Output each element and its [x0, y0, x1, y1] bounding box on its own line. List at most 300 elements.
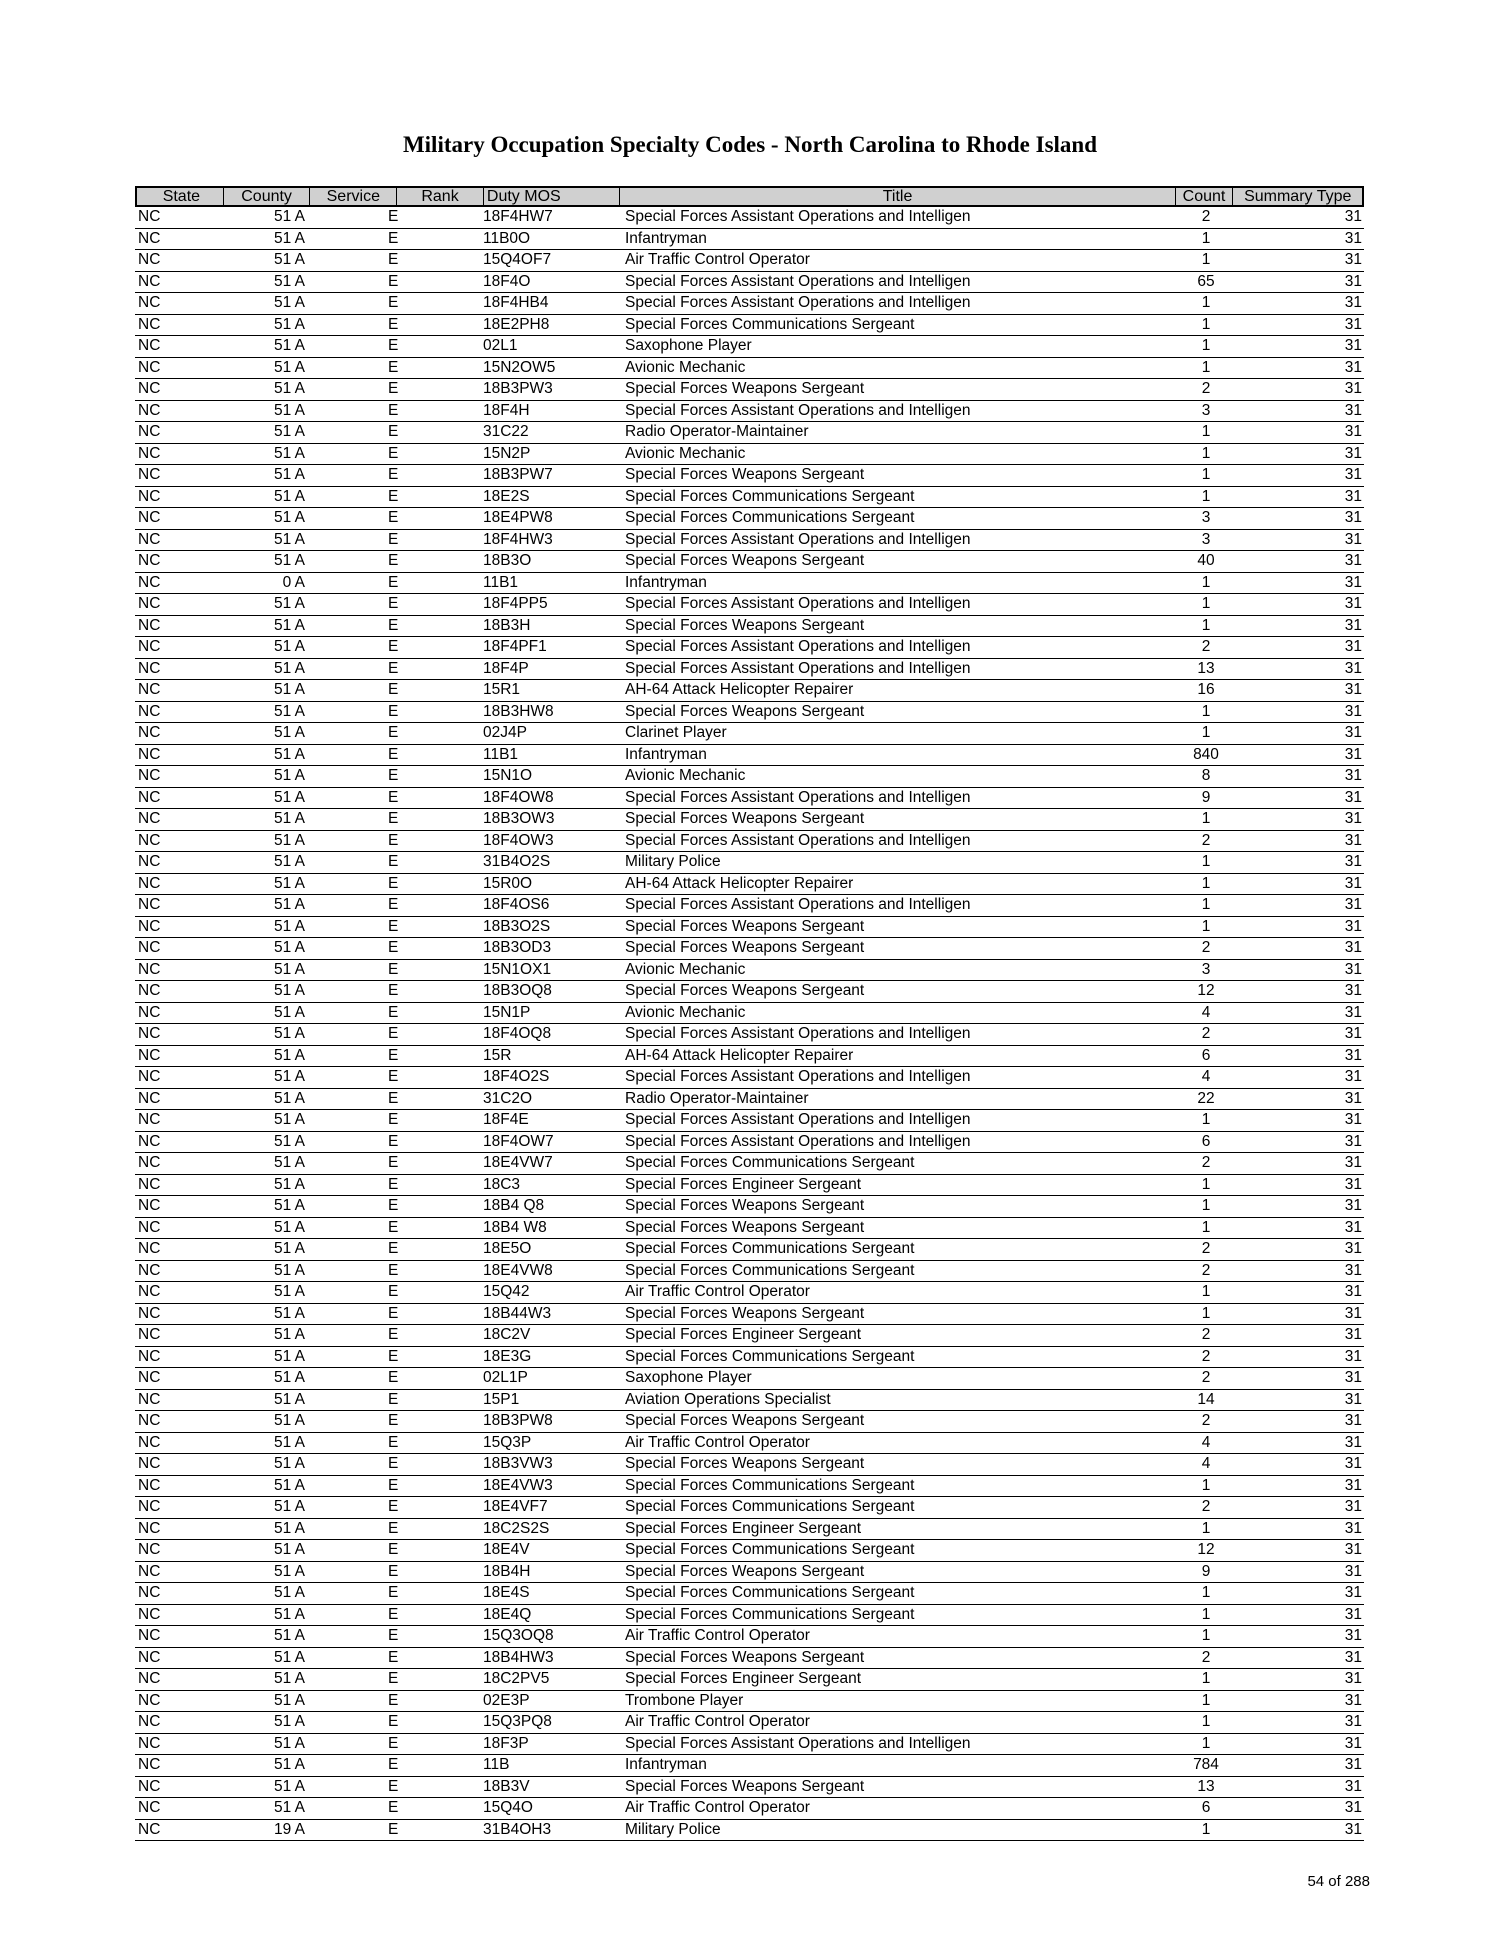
cell-state: NC	[138, 466, 161, 483]
cell-state: NC	[138, 272, 161, 290]
cell-summary-type: 31	[1344, 1670, 1362, 1687]
cell-state: NC	[138, 1541, 161, 1558]
cell-count: 4	[1201, 1455, 1211, 1472]
cell-duty-mos: 18C2PV5	[483, 1670, 550, 1687]
cell-state: NC	[138, 358, 161, 376]
cell-duty-mos: 15Q4OF7	[483, 251, 552, 268]
cell-title: AH-64 Attack Helicopter Repairer	[625, 1046, 854, 1064]
cell-service: A	[294, 810, 305, 827]
cell-title: AH-64 Attack Helicopter Repairer	[625, 681, 854, 698]
cell-count: 1	[1201, 229, 1211, 247]
cell-title: Special Forces Assistant Operations and Intelligen	[625, 1025, 971, 1042]
cell-county: 51	[273, 1713, 292, 1730]
cell-county: 51	[273, 315, 292, 333]
cell-service: A	[294, 1197, 305, 1214]
cell-count: 1	[1201, 1304, 1211, 1322]
cell-county-service	[222, 1734, 309, 1755]
cell-state: NC	[138, 960, 161, 978]
cell-county: 51	[273, 466, 292, 483]
cell-state: NC	[138, 659, 161, 677]
cell-service: A	[294, 853, 305, 870]
cell-county-service	[222, 1669, 309, 1690]
cell-service: A	[294, 1627, 305, 1644]
cell-county: 51	[273, 595, 292, 612]
cell-title: Special Forces Assistant Operations and Intelligen	[625, 272, 971, 290]
table-row	[135, 1067, 1364, 1089]
cell-title: Special Forces Assistant Operations and Intelligen	[625, 595, 971, 612]
cell-title: Special Forces Communications Sergeant	[625, 509, 915, 526]
cell-county: 51	[273, 939, 292, 956]
cell-state: NC	[138, 1713, 161, 1730]
cell-rank: E	[388, 1240, 399, 1257]
cell-count: 1	[1201, 917, 1211, 935]
cell-state: NC	[138, 896, 161, 913]
cell-service: A	[294, 831, 305, 849]
cell-county-service	[222, 917, 309, 938]
cell-title: Special Forces Communications Sergeant	[625, 1541, 915, 1558]
cell-title: Special Forces Weapons Sergeant	[625, 616, 865, 634]
cell-rank: E	[388, 595, 399, 612]
cell-county-service	[222, 508, 309, 529]
cell-county: 51	[273, 1734, 292, 1752]
cell-service: A	[294, 1648, 305, 1666]
cell-service: A	[294, 1777, 305, 1795]
cell-rank: E	[388, 1089, 399, 1107]
cell-service: A	[294, 1390, 305, 1408]
cell-county: 51	[273, 1304, 292, 1322]
cell-county-service	[222, 379, 309, 400]
cell-duty-mos: 18E4S	[483, 1584, 530, 1601]
cell-state: NC	[138, 1326, 161, 1343]
cell-rank: E	[388, 1627, 399, 1644]
cell-duty-mos: 18B3OW3	[483, 810, 555, 827]
cell-service: A	[294, 917, 305, 935]
cell-rank: E	[388, 1541, 399, 1558]
cell-service: A	[294, 1541, 305, 1558]
cell-count: 1	[1201, 358, 1211, 376]
cell-county: 51	[273, 337, 292, 354]
cell-state: NC	[138, 1240, 161, 1257]
cell-duty-mos: 15R	[483, 1046, 512, 1064]
table-row	[135, 1089, 1364, 1111]
cell-state: NC	[138, 1132, 161, 1150]
cell-county: 51	[273, 745, 292, 763]
cell-county: 51	[273, 616, 292, 634]
table-row	[135, 1218, 1364, 1240]
cell-count: 2	[1201, 1025, 1211, 1042]
cell-title: Special Forces Assistant Operations and Intelligen	[625, 1734, 971, 1752]
cell-rank: E	[388, 1670, 399, 1687]
table-row	[135, 401, 1364, 423]
cell-rank: E	[388, 659, 399, 677]
cell-duty-mos: 15P1	[483, 1390, 520, 1408]
cell-county-service	[222, 594, 309, 615]
cell-rank: E	[388, 1433, 399, 1451]
cell-duty-mos: 15Q4O	[483, 1799, 533, 1816]
cell-count: 1	[1201, 466, 1211, 483]
cell-state: NC	[138, 745, 161, 763]
table-row	[135, 1691, 1364, 1713]
cell-rank: E	[388, 1175, 399, 1193]
cell-county-service	[222, 766, 309, 787]
cell-count: 1	[1201, 1820, 1211, 1838]
cell-count: 1	[1201, 1691, 1211, 1709]
cell-service: A	[294, 1003, 305, 1021]
cell-title: Special Forces Engineer Sergeant	[625, 1326, 862, 1343]
cell-state: NC	[138, 1111, 161, 1128]
cell-count: 1	[1201, 487, 1211, 505]
cell-county-service	[222, 207, 309, 228]
cell-rank: E	[388, 530, 399, 548]
cell-count: 1	[1201, 423, 1211, 440]
cell-service: A	[294, 788, 305, 806]
cell-service: A	[294, 1605, 305, 1623]
header-duty-mos: Duty MOS	[484, 188, 621, 205]
cell-service: A	[294, 659, 305, 677]
cell-county: 51	[273, 1799, 292, 1816]
cell-county: 51	[273, 1756, 292, 1773]
cell-summary-type: 31	[1344, 1326, 1362, 1343]
cell-duty-mos: 11B0O	[483, 229, 531, 247]
cell-rank: E	[388, 552, 399, 569]
cell-title: Special Forces Weapons Sergeant	[625, 466, 865, 483]
cell-county-service	[222, 1175, 309, 1196]
cell-rank: E	[388, 1476, 399, 1494]
cell-county: 51	[273, 423, 292, 440]
cell-service: A	[294, 229, 305, 247]
cell-county-service	[222, 1089, 309, 1110]
cell-duty-mos: 18B3HW8	[483, 702, 554, 720]
cell-county-service	[222, 723, 309, 744]
cell-title: Special Forces Communications Sergeant	[625, 1240, 915, 1257]
cell-count: 9	[1201, 788, 1211, 806]
cell-rank: E	[388, 1820, 399, 1838]
table-row	[135, 1411, 1364, 1433]
cell-duty-mos: 31C2O	[483, 1089, 533, 1107]
cell-summary-type: 31	[1344, 1132, 1362, 1150]
cell-count: 1	[1201, 1584, 1211, 1601]
cell-count: 1	[1201, 1670, 1211, 1687]
table-row	[135, 272, 1364, 294]
table-body	[135, 207, 1364, 1841]
cell-rank: E	[388, 681, 399, 698]
cell-rank: E	[388, 423, 399, 440]
table-row	[135, 852, 1364, 874]
cell-state: NC	[138, 509, 161, 526]
table-row	[135, 1433, 1364, 1455]
cell-rank: E	[388, 1218, 399, 1236]
cell-summary-type: 31	[1344, 444, 1362, 462]
cell-count: 14	[1197, 1390, 1215, 1408]
cell-rank: E	[388, 573, 399, 591]
cell-rank: E	[388, 1025, 399, 1042]
cell-state: NC	[138, 874, 161, 892]
cell-county: 51	[273, 853, 292, 870]
cell-county-service	[222, 1712, 309, 1733]
cell-count: 13	[1197, 659, 1215, 677]
cell-duty-mos: 18B4H	[483, 1562, 531, 1580]
cell-county-service	[222, 573, 309, 594]
table-row	[135, 1540, 1364, 1562]
cell-rank: E	[388, 896, 399, 913]
cell-title: Special Forces Weapons Sergeant	[625, 1562, 865, 1580]
cell-county: 51	[273, 380, 292, 397]
cell-rank: E	[388, 1412, 399, 1429]
cell-service: A	[294, 380, 305, 397]
table-row	[135, 207, 1364, 229]
cell-title: Special Forces Weapons Sergeant	[625, 982, 865, 999]
cell-county-service	[222, 1325, 309, 1346]
cell-rank: E	[388, 1197, 399, 1214]
cell-county-service	[222, 1046, 309, 1067]
cell-county-service	[222, 422, 309, 443]
page-number: 54 of 288	[1307, 1873, 1370, 1890]
cell-service: A	[294, 1304, 305, 1322]
cell-county-service	[222, 938, 309, 959]
table-row	[135, 487, 1364, 509]
cell-rank: E	[388, 939, 399, 956]
cell-count: 1	[1201, 294, 1211, 311]
cell-service: A	[294, 1670, 305, 1687]
cell-county: 51	[273, 702, 292, 720]
cell-title: Avionic Mechanic	[625, 960, 746, 978]
table-row	[135, 702, 1364, 724]
table-row	[135, 465, 1364, 487]
cell-rank: E	[388, 788, 399, 806]
cell-title: Special Forces Assistant Operations and Intelligen	[625, 208, 971, 225]
cell-state: NC	[138, 1455, 161, 1472]
cell-county-service	[222, 895, 309, 916]
cell-rank: E	[388, 229, 399, 247]
table-row	[135, 788, 1364, 810]
cell-county-service	[222, 1583, 309, 1604]
cell-state: NC	[138, 1304, 161, 1322]
cell-duty-mos: 18E2PH8	[483, 315, 550, 333]
cell-summary-type: 31	[1344, 939, 1362, 956]
cell-rank: E	[388, 337, 399, 354]
cell-service: A	[294, 466, 305, 483]
cell-duty-mos: 15N1O	[483, 767, 533, 784]
cell-county-service	[222, 874, 309, 895]
cell-service: A	[294, 1283, 305, 1300]
cell-count: 2	[1201, 1347, 1211, 1365]
cell-count: 2	[1201, 380, 1211, 397]
cell-county: 51	[273, 810, 292, 827]
cell-duty-mos: 31C22	[483, 423, 529, 440]
table-row	[135, 229, 1364, 251]
cell-summary-type: 31	[1344, 659, 1362, 677]
cell-county-service	[222, 1820, 309, 1841]
cell-count: 1	[1201, 810, 1211, 827]
cell-rank: E	[388, 724, 399, 741]
cell-county: 51	[273, 251, 292, 268]
table-row	[135, 1626, 1364, 1648]
cell-state: NC	[138, 1476, 161, 1494]
cell-state: NC	[138, 1820, 161, 1838]
cell-county: 51	[273, 1003, 292, 1021]
table-row	[135, 1046, 1364, 1068]
cell-county: 51	[273, 1648, 292, 1666]
table-row	[135, 917, 1364, 939]
cell-rank: E	[388, 960, 399, 978]
cell-title: Special Forces Weapons Sergeant	[625, 1197, 865, 1214]
cell-service: A	[294, 982, 305, 999]
cell-county-service	[222, 272, 309, 293]
cell-duty-mos: 31B4OH3	[483, 1820, 552, 1838]
header-service: Service	[310, 188, 397, 205]
cell-count: 840	[1193, 745, 1219, 763]
cell-county: 51	[273, 896, 292, 913]
cell-county: 51	[273, 1412, 292, 1429]
cell-rank: E	[388, 702, 399, 720]
cell-duty-mos: 18B3OQ8	[483, 982, 552, 999]
cell-county-service	[222, 616, 309, 637]
cell-duty-mos: 18F4P	[483, 659, 529, 677]
cell-count: 1	[1201, 874, 1211, 892]
cell-count: 1	[1201, 1218, 1211, 1236]
cell-rank: E	[388, 1390, 399, 1408]
cell-service: A	[294, 745, 305, 763]
cell-count: 2	[1201, 831, 1211, 849]
cell-duty-mos: 11B	[483, 1756, 510, 1773]
cell-title: Special Forces Assistant Operations and Intelligen	[625, 788, 971, 806]
cell-rank: E	[388, 1734, 399, 1752]
cell-rank: E	[388, 1519, 399, 1537]
cell-title: Military Police	[625, 1820, 721, 1838]
cell-summary-type: 31	[1344, 466, 1362, 483]
cell-title: Special Forces Communications Sergeant	[625, 1261, 915, 1279]
cell-county-service	[222, 1347, 309, 1368]
table-header	[135, 186, 1364, 207]
cell-county: 51	[273, 1670, 292, 1687]
cell-duty-mos: 18B3O	[483, 552, 532, 569]
cell-county-service	[222, 637, 309, 658]
cell-state: NC	[138, 595, 161, 612]
table-row	[135, 250, 1364, 272]
cell-service: A	[294, 423, 305, 440]
cell-rank: E	[388, 745, 399, 763]
cell-rank: E	[388, 1347, 399, 1365]
cell-county: 51	[273, 917, 292, 935]
cell-duty-mos: 15Q3OQ8	[483, 1627, 554, 1644]
cell-county: 51	[273, 659, 292, 677]
cell-title: Special Forces Assistant Operations and Intelligen	[625, 831, 971, 849]
cell-state: NC	[138, 917, 161, 935]
table-row	[135, 1476, 1364, 1498]
cell-count: 3	[1201, 530, 1211, 548]
cell-title: Infantryman	[625, 745, 707, 763]
cell-summary-type: 31	[1344, 874, 1362, 892]
cell-count: 12	[1197, 1541, 1215, 1558]
cell-service: A	[294, 874, 305, 892]
cell-title: Special Forces Assistant Operations and Intelligen	[625, 401, 971, 419]
cell-service: A	[294, 294, 305, 311]
cell-duty-mos: 18F4OW8	[483, 788, 554, 806]
cell-rank: E	[388, 982, 399, 999]
cell-county-service	[222, 1798, 309, 1819]
cell-county-service	[222, 1003, 309, 1024]
cell-county-service	[222, 1390, 309, 1411]
table-row	[135, 1110, 1364, 1132]
table-row	[135, 960, 1364, 982]
cell-duty-mos: 18B4 Q8	[483, 1197, 545, 1214]
cell-summary-type: 31	[1344, 616, 1362, 634]
cell-county: 51	[273, 1455, 292, 1472]
cell-state: NC	[138, 552, 161, 569]
cell-summary-type: 31	[1344, 853, 1362, 870]
cell-county: 51	[273, 788, 292, 806]
cell-service: A	[294, 358, 305, 376]
header-rank: Rank	[397, 188, 484, 205]
cell-state: NC	[138, 853, 161, 870]
cell-count: 2	[1201, 1154, 1211, 1171]
cell-state: NC	[138, 444, 161, 462]
cell-service: A	[294, 401, 305, 419]
cell-title: Infantryman	[625, 573, 707, 591]
cell-service: A	[294, 1111, 305, 1128]
cell-title: Special Forces Communications Sergeant	[625, 1347, 915, 1365]
cell-service: A	[294, 1756, 305, 1773]
cell-count: 22	[1197, 1089, 1215, 1107]
cell-state: NC	[138, 1648, 161, 1666]
table-row	[135, 1669, 1364, 1691]
cell-summary-type: 31	[1344, 1369, 1362, 1386]
cell-state: NC	[138, 831, 161, 849]
cell-service: A	[294, 1562, 305, 1580]
cell-county-service	[222, 1433, 309, 1454]
cell-duty-mos: 15N1P	[483, 1003, 531, 1021]
cell-title: Special Forces Weapons Sergeant	[625, 1648, 865, 1666]
table-row	[135, 766, 1364, 788]
cell-duty-mos: 11B1	[483, 573, 519, 591]
cell-county-service	[222, 551, 309, 572]
cell-state: NC	[138, 788, 161, 806]
cell-county: 51	[273, 1347, 292, 1365]
cell-duty-mos: 15Q3PQ8	[483, 1713, 552, 1730]
cell-summary-type: 31	[1344, 530, 1362, 548]
cell-county: 51	[273, 1562, 292, 1580]
cell-title: Saxophone Player	[625, 337, 752, 354]
cell-rank: E	[388, 444, 399, 462]
cell-rank: E	[388, 831, 399, 849]
header-summary-type: Summary Type	[1244, 188, 1352, 205]
cell-duty-mos: 15Q42	[483, 1283, 530, 1300]
cell-state: NC	[138, 337, 161, 354]
cell-state: NC	[138, 1412, 161, 1429]
cell-county: 51	[273, 1605, 292, 1623]
cell-duty-mos: 18E3G	[483, 1347, 532, 1365]
cell-title: Avionic Mechanic	[625, 767, 746, 784]
cell-count: 13	[1197, 1777, 1215, 1795]
cell-title: Special Forces Weapons Sergeant	[625, 1455, 865, 1472]
cell-title: Clarinet Player	[625, 724, 727, 741]
cell-service: A	[294, 573, 305, 591]
cell-summary-type: 31	[1344, 552, 1362, 569]
cell-summary-type: 31	[1344, 788, 1362, 806]
cell-service: A	[294, 1455, 305, 1472]
cell-title: Special Forces Engineer Sergeant	[625, 1519, 862, 1537]
cell-rank: E	[388, 1154, 399, 1171]
cell-service: A	[294, 208, 305, 225]
cell-summary-type: 31	[1344, 1218, 1362, 1236]
cell-title: Special Forces Assistant Operations and Intelligen	[625, 1111, 971, 1128]
table-row	[135, 1755, 1364, 1777]
cell-title: Special Forces Engineer Sergeant	[625, 1175, 862, 1193]
cell-duty-mos: 18E4VW8	[483, 1261, 553, 1279]
cell-title: Air Traffic Control Operator	[625, 1799, 810, 1816]
cell-state: NC	[138, 1734, 161, 1752]
cell-summary-type: 31	[1344, 1562, 1362, 1580]
